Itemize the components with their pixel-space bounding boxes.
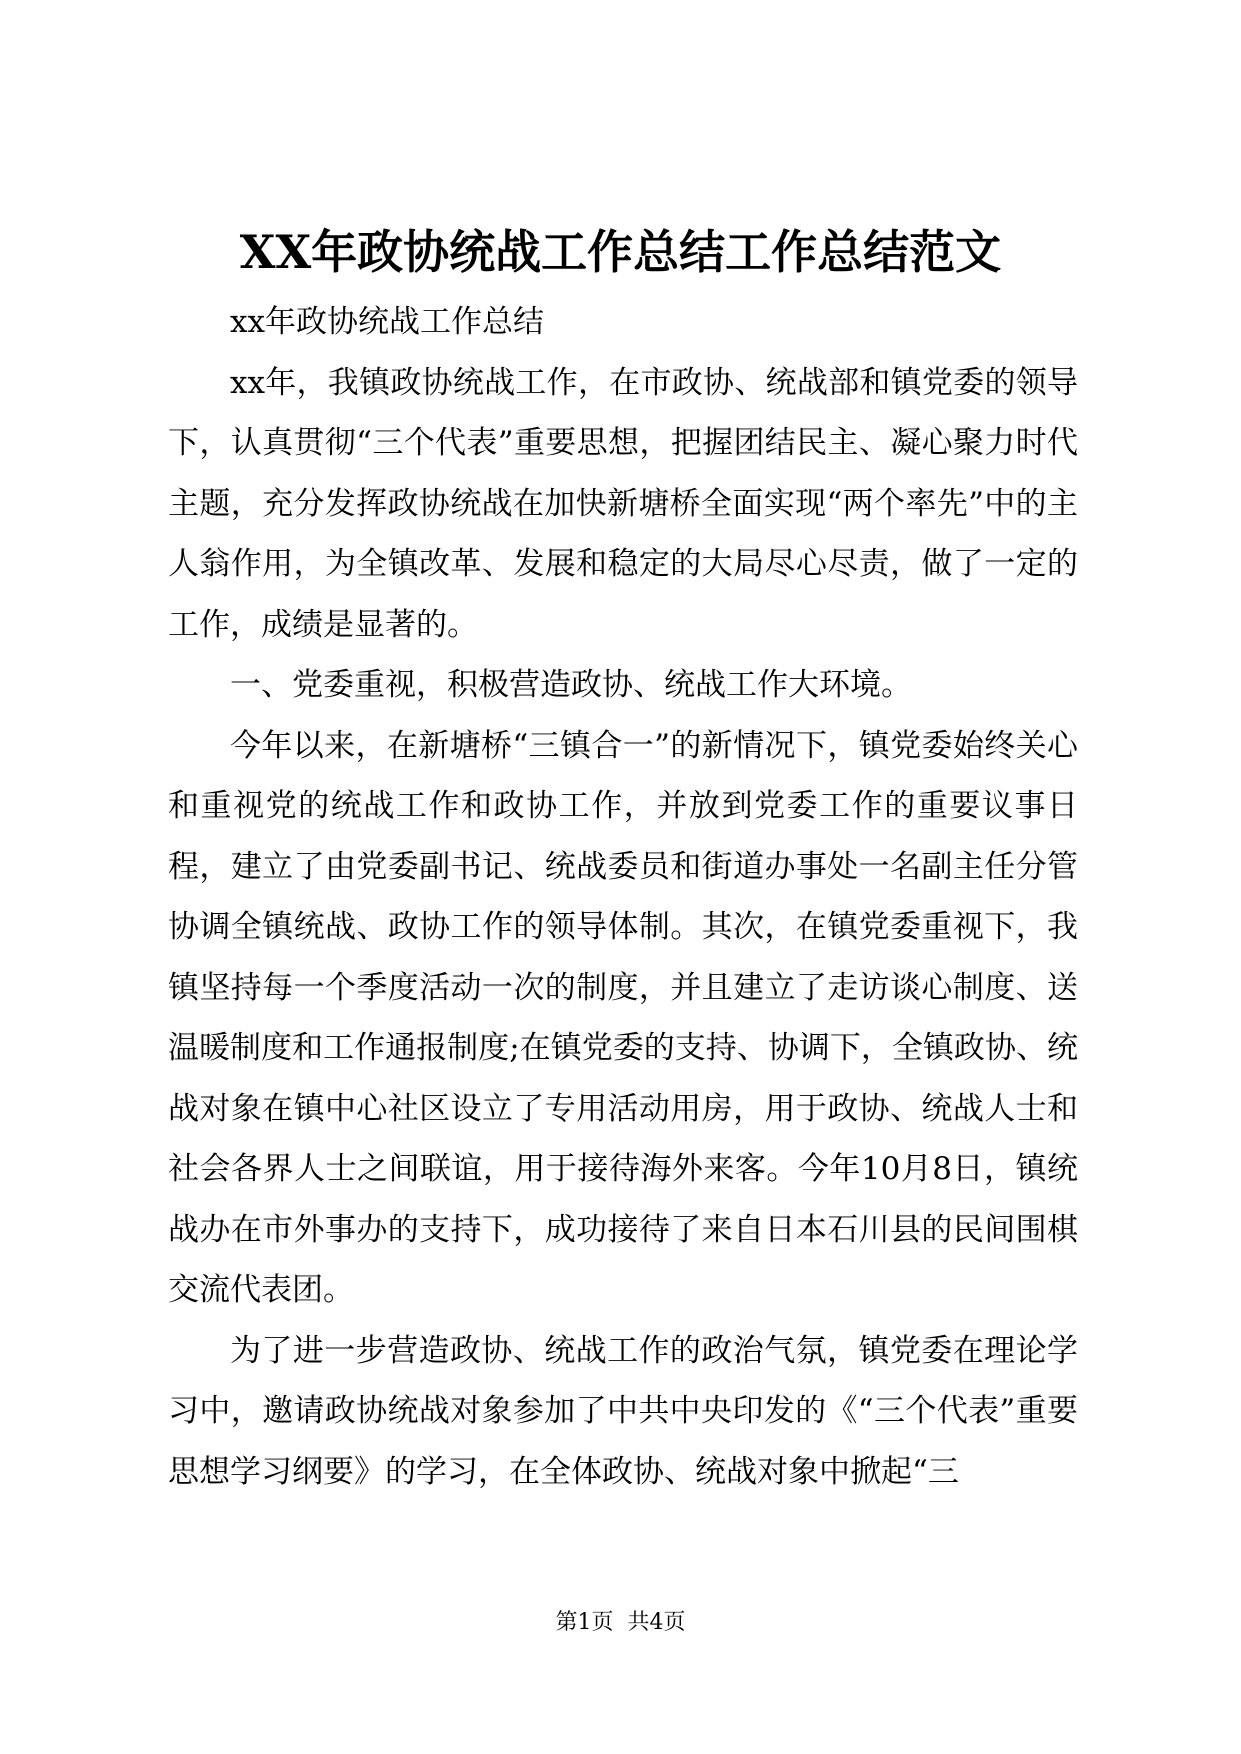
paragraph-subtitle: xx年政协统战工作总结 xyxy=(230,304,544,340)
paragraph-section-1: 今年以来，在新塘桥“三镇合一”的新情况下，镇党委始终关心和重视党的统战工作和政协工作，并放到党委工作的重要议事日程，建立了由党委副书记、统战委员和街道办事处一名副主任分管协调全镇统战、政协工作的领导体制。其次，在镇党委重视下，我镇坚持每一个季度活动一次的制度，并且建立了走访谈心制度、送温暖制度和工作通报制度;在镇党委的支持、协调下，全镇政协、统战对象在镇中心社区设立了专用活动用房，用于政协、统战人士和社会各界人士之间联谊，用于接待海外来客。今年10月8日，镇统战办在市外事办的支持下，成功接待了来自日本石川县的民间围棋交流代表团。 xyxy=(168,727,1078,1308)
page-number: 第1页 xyxy=(555,1610,614,1635)
paragraph-intro: xx年，我镇政协统战工作，在市政协、统战部和镇党委的领导下，认真贯彻“三个代表”重要思想，把握团结民主、凝心聚力时代主题，充分发挥政协统战在加快新塘桥全面实现“两个率先”中的主人翁作用，为全镇改革、发展和稳定的大局尽心尽责，做了一定的工作，成绩是显著的。 xyxy=(168,364,1078,643)
page-footer xyxy=(0,1608,1241,1638)
section-heading-1: 一、党委重视，积极营造政协、统战工作大环境。 xyxy=(230,667,912,703)
document-title: XX年政协统战工作总结工作总结范文 xyxy=(239,225,1002,279)
page-total: 共4页 xyxy=(627,1610,686,1635)
document-body xyxy=(168,292,1078,1502)
paragraph-section-1-continued: 为了进一步营造政协、统战工作的政治气氛，镇党委在理论学习中，邀请政协统战对象参加了中共中央印发的《“三个代表”重要思想学习纲要》的学习，在全体政协、统战对象中掀起“三 xyxy=(168,1332,1078,1490)
